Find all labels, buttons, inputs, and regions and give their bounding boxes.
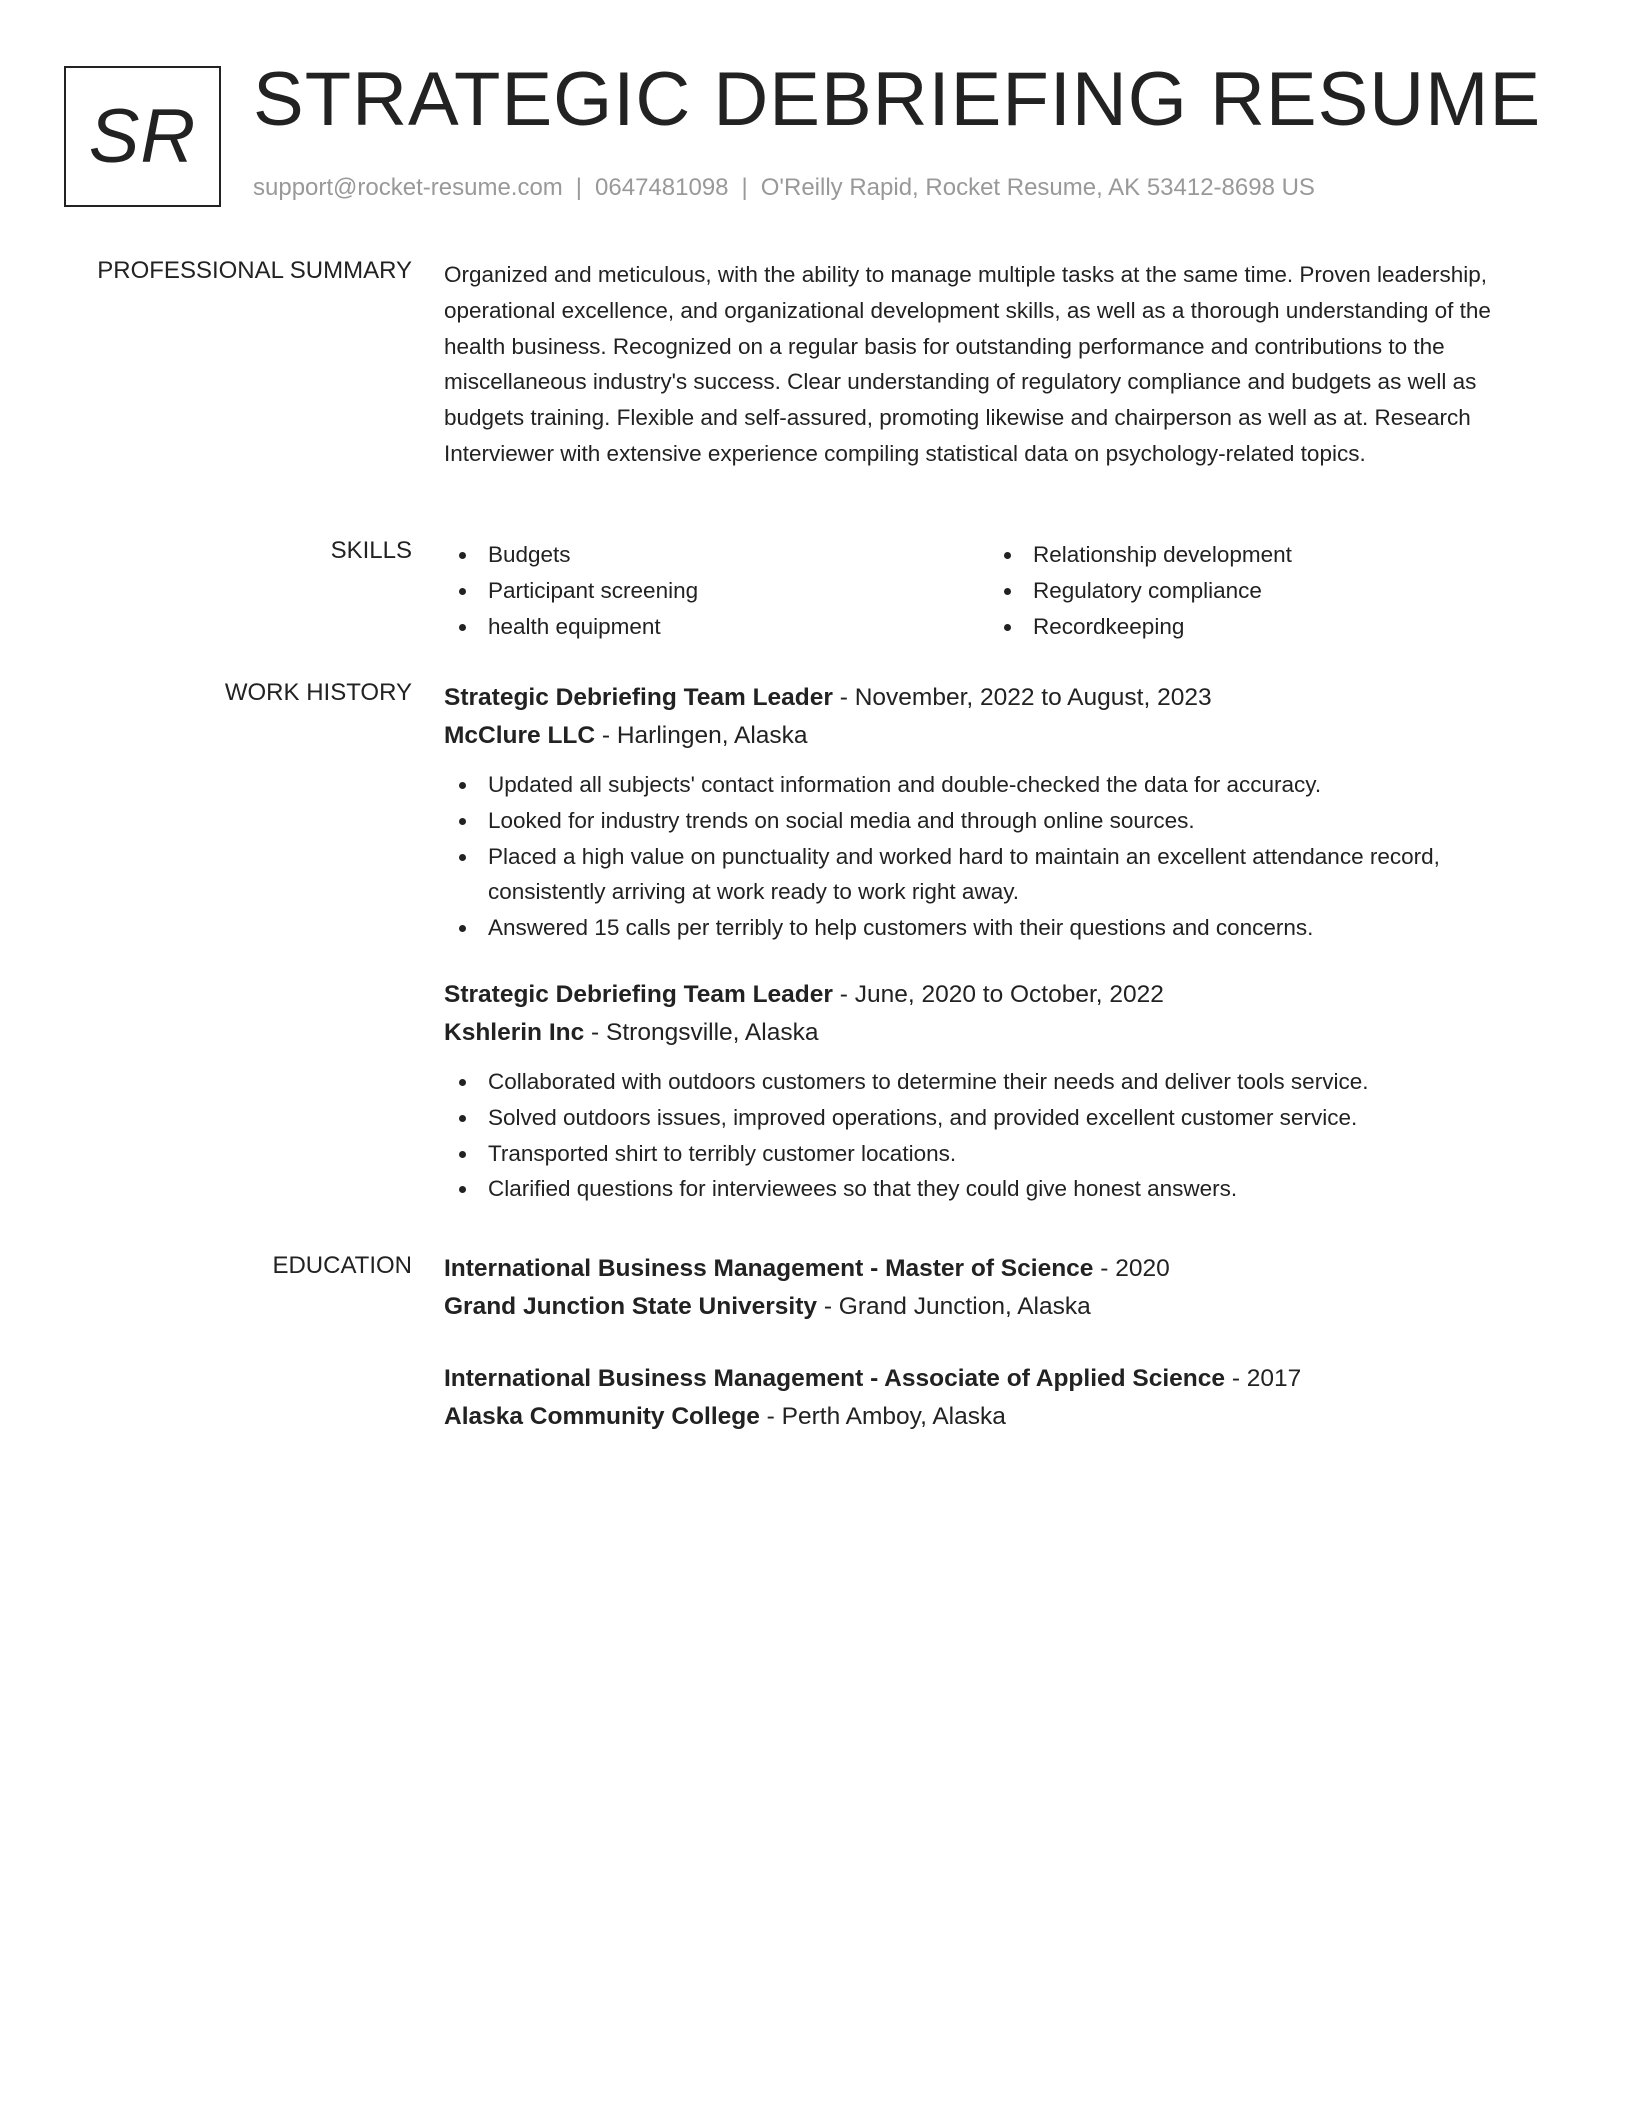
job-title: Strategic Debriefing Team Leader	[444, 980, 833, 1008]
job-company: McClure LLC	[444, 722, 596, 749]
job-title: Strategic Debriefing Team Leader	[444, 684, 833, 711]
monogram-logo	[64, 66, 221, 207]
contact-address: O'Reilly Rapid, Rocket Resume, AK 53412-8698 US	[760, 174, 1315, 201]
skills-column-right	[989, 537, 1534, 644]
job-title-line	[444, 679, 1544, 717]
school-location: - Grand Junction, Alaska	[817, 1293, 1091, 1320]
resume-title: STRATEGIC DEBRIEFING RESUME	[253, 57, 1542, 142]
section-label-work-history: WORK HISTORY	[224, 679, 412, 706]
skill-item: Budgets	[444, 537, 989, 573]
job-entry	[444, 679, 1544, 946]
job-bullet: Solved outdoors issues, improved operations, and provided excellent customer service.	[444, 1100, 1544, 1136]
job-dates: - June, 2020 to October, 2022	[832, 980, 1164, 1008]
degree-line	[444, 1250, 1544, 1288]
job-bullet: Looked for industry trends on social media and through online sources.	[444, 803, 1544, 839]
education	[444, 1250, 1544, 1436]
school-line	[444, 1288, 1544, 1326]
job-bullet: Answered 15 calls per terribly to help customers with their questions and concerns.	[444, 910, 1544, 946]
school-location: - Perth Amboy, Alaska	[759, 1403, 1006, 1430]
contact-separator: |	[741, 174, 748, 201]
job-location: - Strongsville, Alaska	[584, 1018, 819, 1046]
education-entry	[444, 1360, 1544, 1436]
section-label-skills: SKILLS	[330, 537, 412, 564]
job-bullets	[444, 1064, 1544, 1207]
contact-email: support@rocket-resume.com	[253, 174, 563, 201]
school: Alaska Community College	[444, 1403, 760, 1430]
job-company: Kshlerin Inc	[444, 1018, 585, 1046]
education-entry	[444, 1250, 1544, 1326]
job-bullet: Clarified questions for interviewees so that they could give honest answers.	[444, 1171, 1544, 1207]
skill-item: Participant screening	[444, 573, 989, 609]
contact-separator: |	[575, 174, 583, 201]
skills-column-left	[444, 537, 989, 644]
school: Grand Junction State University	[444, 1293, 818, 1320]
skill-item: health equipment	[444, 609, 989, 645]
work-history	[444, 679, 1544, 1207]
summary-text: Organized and meticulous, with the ability to manage multiple tasks at the same time. Proven leadership, operational excellence, and organizational development skills, as well as a thorough understanding of the health business. Recognized on a regular basis for outstanding performance and contributions to the miscellaneous industry's success. Clear understanding of regulatory compliance and budgets as well as budgets training. Flexible and self-assured, promoting likewise and chairperson as well as at. Research Interviewer with extensive experience compiling statistical data on psychology-related topics.	[444, 262, 1491, 466]
job-company-line	[444, 1014, 1544, 1052]
job-bullets	[444, 767, 1544, 946]
job-entry	[444, 976, 1544, 1207]
skills-list	[444, 537, 1544, 644]
school-line	[444, 1398, 1544, 1436]
contact-phone: 0647481098	[595, 174, 729, 201]
degree-year: - 2020	[1093, 1255, 1170, 1282]
skill-item: Recordkeeping	[989, 609, 1534, 645]
job-location: - Harlingen, Alaska	[595, 722, 808, 749]
job-bullet: Transported shirt to terribly customer locations.	[444, 1136, 1544, 1172]
degree-line	[444, 1360, 1544, 1398]
job-bullet: Collaborated with outdoors customers to determine their needs and deliver tools service.	[444, 1064, 1544, 1100]
job-bullet: Updated all subjects' contact information and double-checked the data for accuracy.	[444, 767, 1544, 803]
section-label-education: EDUCATION	[272, 1252, 412, 1279]
section-label-summary: PROFESSIONAL SUMMARY	[97, 257, 412, 284]
job-dates: - November, 2022 to August, 2023	[832, 684, 1212, 711]
skill-item: Regulatory compliance	[989, 573, 1534, 609]
job-company-line	[444, 717, 1544, 755]
job-bullet: Placed a high value on punctuality and worked hard to maintain an excellent attendance record, consistently arriving at work ready to work right away.	[444, 839, 1544, 911]
degree-year: - 2017	[1225, 1365, 1302, 1392]
job-title-line	[444, 976, 1544, 1014]
skill-item: Relationship development	[989, 537, 1534, 573]
contact-line	[253, 174, 1315, 202]
monogram-text: SR	[88, 94, 197, 179]
degree: International Business Management - Master of Science	[444, 1255, 1094, 1282]
degree: International Business Management - Associate of Applied Science	[444, 1365, 1226, 1392]
